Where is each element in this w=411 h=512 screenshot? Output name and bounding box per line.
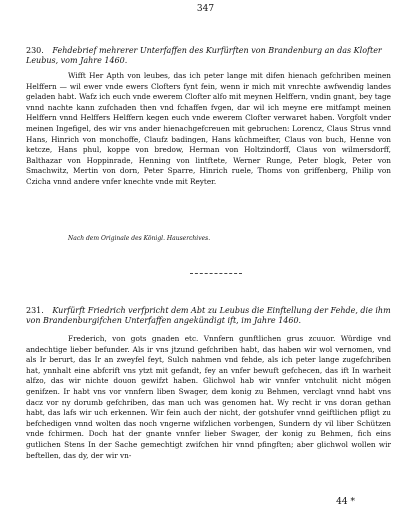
signature-mark: 44 *: [336, 497, 355, 507]
doc-231-body: [26, 334, 391, 461]
doc-230-number: 230.: [26, 46, 44, 55]
doc-230-source-note: Nach dem Originale des Königl. Hauserchives.: [68, 235, 211, 242]
doc-230-body: [26, 71, 391, 188]
page-number: 347: [196, 4, 215, 14]
doc-230-heading: [26, 46, 391, 66]
doc-230-text: Wifft Her Apth von leubes, das ich peter lange mit difen hienach gefchriben meinen Helffern — wil ewer vnde ewers Clofters fynt fein, wenn ir mich mit vnrechte awfwendig landes geladen habt. Wafz ich euch vnde ewerem Clofter alfo mit meynen Helffern, vndin gnant, bey tage vnnd nachte kann zufchaden then vnd fchaffen fvgen, dar wil ich meyne ere mitfampt meinen Helffern vnnd Helffers Helffern kegen euch vnde ewerem Clofter verwaret haben. Vorgfolt vnder meinen Ingefigel, des wir vns ander hienachgefcreuen mit gebruchen: Lorencz, Claus Strus vnnd Hans, Hinrich von monchoffe, Claufz badingen, Hans kûchmeifter, Claus von buch, Henne von ketcze, Hans phul, koppe von bredow, Herman von Holtzindorff, Claus von wilmersdorff, Balthazar von Hoppinrade, Henning von lintftete, Werner Runge, Peter blogk, Peter von Smachwitz, Mertin von dorn, Peter Sparre, Hinrich ruele, Thoms von griffenberg, Philip von Czicha vnnd andere vnfer knechte vnde mit Reyter.: [26, 71, 391, 186]
doc-231-title: Kurfürft Friedrich verfpricht dem Abt zu Leubus die Einftellung der Fehde, die ihm von Brandenburgifchen Unterfaffen angekündigt ift, im Jahre 1460.: [26, 306, 391, 325]
section-separator: [190, 273, 242, 274]
doc-231-number: 231.: [26, 306, 44, 315]
doc-231-heading: [26, 306, 391, 326]
doc-230-title: Fehdebrief mehrerer Unterfaffen des Kurfürften von Brandenburg an das Klofter Leubus, vom Jahre 1460.: [26, 46, 382, 65]
doc-231-text: Frederich, von gots gnaden etc. Vnnfern gunftlichen grus zcuuor. Würdige vnd andechtige lieber befunder. Als ir vns jtzund gefchriben habt, das haben wir wol vernomen, vnd als Ir berurt, das Ir an zweyfel feyt, Sulch nahmen vnd fehde, als ich peter lange zugefchriben hat, ynnhalt eine abfcrift vns ytzt mit gefandt, fey an vnfer bewuft gefchecen, das ift In warheit alfzo, das wir nichte douon gewifzt haben. Glichwol hab wir vnnfer vntchulit nicht mögen genifzen. Ir habt vns vor vnnfern liben Swager, dem konig zu Behmen, verclagt vnnd habt vns dacz vor ny dorumb gefchriben, das man uch was genomen hat. Wy recht ir vns doran gethan habt, das lafs wir uch erkennen. Wir fein auch der nicht, der gotshufer vnnd geiftlichen pfligt zu befchedigen vnnd wolten das noch vngerne wifzlichen vorbengen, Sundern dy vil liber Schützen vnde fchirmen. Doch hat der gnante vnnfer lieber Swager, der konig zu Behmen, fich eins gutlichen Stens In der Sache gemechtigt zwifchen hir vnnd pfingften; aber glichwol wollen wir beftellen, das dy, der wir vn-: [26, 334, 391, 460]
